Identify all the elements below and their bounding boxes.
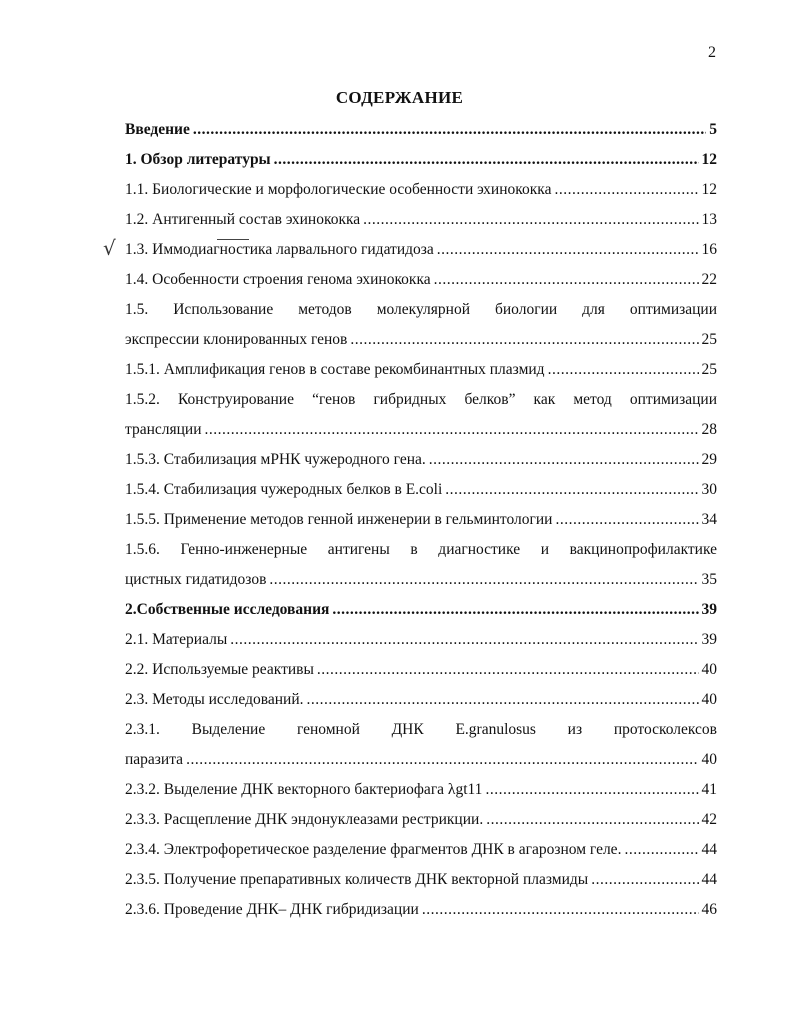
table-of-contents [103, 115, 717, 925]
dot-leader [363, 205, 698, 235]
toc-entry-page: 28 [701, 421, 717, 438]
dot-leader [591, 865, 698, 895]
dot-leader [307, 685, 699, 715]
toc-entry-page: 13 [701, 211, 717, 228]
toc-entry-1-3 [103, 235, 717, 265]
toc-entry-label-line1: 1.5.6. Генно-инженерные антигены в диагностике и вакцинопрофилактике [125, 541, 717, 558]
toc-entry-page: 12 [701, 151, 717, 168]
dot-leader [350, 325, 698, 355]
toc-entry-page: 40 [701, 691, 717, 708]
toc-entry-label: 2.3.3. Расщепление ДНК эндонуклеазами рестрикции. [125, 811, 484, 828]
toc-entry-1 [125, 145, 717, 175]
toc-entry-page: 39 [701, 601, 717, 618]
toc-entry-label: 1.3. Иммодиагностика ларвального гидатидоза [125, 241, 434, 258]
dot-leader [317, 655, 699, 685]
toc-entry-2-3-2 [125, 775, 717, 805]
toc-entry-page: 16 [701, 241, 717, 258]
dot-leader [554, 175, 698, 205]
toc-entry-page: 12 [701, 181, 717, 198]
toc-entry-page: 22 [701, 271, 717, 288]
toc-entry-page: 35 [701, 571, 717, 588]
toc-entry-label: 2.3.2. Выделение ДНК векторного бактериофага λgt11 [125, 781, 483, 798]
toc-entry-1-5-6 [125, 535, 717, 595]
toc-entry-label: трансляции [125, 421, 202, 438]
toc-entry-2-3 [125, 685, 717, 715]
toc-entry-label-line1: 1.5.2. Конструирование “генов гибридных белков” как метод оптимизации [125, 391, 717, 408]
toc-entry-page: 40 [701, 661, 717, 678]
toc-entry-label: 1.2. Антигенный состав эхинококка [125, 211, 361, 228]
dot-leader [422, 895, 699, 925]
toc-entry-page: 41 [701, 781, 717, 798]
toc-entry-2-1 [125, 625, 717, 655]
toc-entry-2 [125, 595, 717, 625]
toc-entry-label: 1.5.3. Стабилизация мРНК чужеродного гена. [125, 451, 426, 468]
toc-entry-page: 29 [701, 451, 717, 468]
dot-leader [445, 475, 698, 505]
dot-leader [555, 505, 698, 535]
toc-entry-label: 1.5.1. Амплификация генов в составе рекомбинантных плазмид [125, 361, 545, 378]
dot-leader [269, 565, 698, 595]
dot-leader [193, 115, 706, 145]
toc-entry-label: 1.5.4. Стабилизация чужеродных белков в E.coli [125, 481, 443, 498]
toc-entry-page: 39 [701, 631, 717, 648]
toc-entry-page: 30 [701, 481, 717, 498]
toc-entry-label: 2.3.4. Электрофоретическое разделение фрагментов ДНК в агарозном геле. [125, 841, 622, 858]
page-title: СОДЕРЖАНИЕ [335, 88, 464, 107]
toc-entry-2-3-6 [125, 895, 717, 925]
toc-entry-label: Введение [125, 121, 190, 138]
toc-entry-label: 2.Собственные исследования [125, 601, 330, 618]
toc-entry-1-5-5 [125, 505, 717, 535]
dot-leader [230, 625, 698, 655]
page-number: 2 [708, 44, 716, 61]
toc-entry-1-2 [125, 205, 717, 235]
dot-leader [486, 805, 698, 835]
toc-entry-label: 1.4. Особенности строения генома эхинококка [125, 271, 431, 288]
toc-entry-label: 2.3. Методы исследований. [125, 691, 304, 708]
toc-entry-page: 34 [701, 511, 717, 528]
toc-entry-label: 2.3.5. Получение препаративных количеств ДНК векторной плазмиды [125, 871, 589, 888]
handwritten-check-mark: √ [103, 236, 116, 260]
toc-entry-2-3-5 [125, 865, 717, 895]
toc-entry-1-5-4 [125, 475, 717, 505]
handwritten-underline [217, 239, 249, 240]
dot-leader [548, 355, 699, 385]
dot-leader [429, 445, 699, 475]
toc-entry-label: паразита [125, 751, 184, 768]
toc-entry-1-5 [125, 295, 717, 355]
toc-entry-label: цистных гидатидозов [125, 571, 267, 588]
toc-entry-1-4 [125, 265, 717, 295]
toc-entry-1-1 [125, 175, 717, 205]
toc-entry-label: 1.1. Биологические и морфологические особенности эхинококка [125, 181, 552, 198]
toc-entry-label: 2.1. Материалы [125, 631, 228, 648]
toc-entry-page: 44 [701, 871, 717, 888]
toc-entry-label-line1: 1.5. Использование методов молекулярной биологии для оптимизации [125, 301, 717, 318]
dot-leader [434, 265, 699, 295]
toc-entry-page: 25 [701, 331, 717, 348]
dot-leader [186, 745, 698, 775]
toc-entry-1-5-1 [125, 355, 717, 385]
toc-entry-2-2 [125, 655, 717, 685]
toc-entry-page: 5 [709, 121, 717, 138]
dot-leader [332, 595, 698, 625]
toc-entry-page: 25 [701, 361, 717, 378]
toc-entry-introduction [125, 115, 717, 145]
toc-entry-page: 46 [701, 901, 717, 918]
toc-entry-label: 1. Обзор литературы [125, 151, 271, 168]
dot-leader [274, 145, 699, 175]
toc-entry-label: экспрессии клонированных генов [125, 331, 348, 348]
toc-entry-label-line1: 2.3.1. Выделение геномной ДНК E.granulosus из протосколексов [125, 721, 717, 738]
toc-entry-2-3-3 [125, 805, 717, 835]
toc-entry-label: 2.3.6. Проведение ДНК– ДНК гибридизации [125, 901, 419, 918]
toc-entry-page: 44 [701, 841, 717, 858]
dot-leader [437, 235, 699, 265]
toc-entry-page: 42 [701, 811, 717, 828]
toc-entry-2-3-1 [125, 715, 717, 775]
dot-leader [485, 775, 698, 805]
toc-entry-1-5-3 [125, 445, 717, 475]
toc-entry-2-3-4 [125, 835, 717, 865]
dot-leader [624, 835, 698, 865]
toc-entry-page: 40 [701, 751, 717, 768]
toc-entry-label: 2.2. Используемые реактивы [125, 661, 314, 678]
dot-leader [205, 415, 699, 445]
toc-entry-label: 1.5.5. Применение методов генной инженерии в гельминтологии [125, 511, 553, 528]
toc-entry-1-5-2 [125, 385, 717, 445]
